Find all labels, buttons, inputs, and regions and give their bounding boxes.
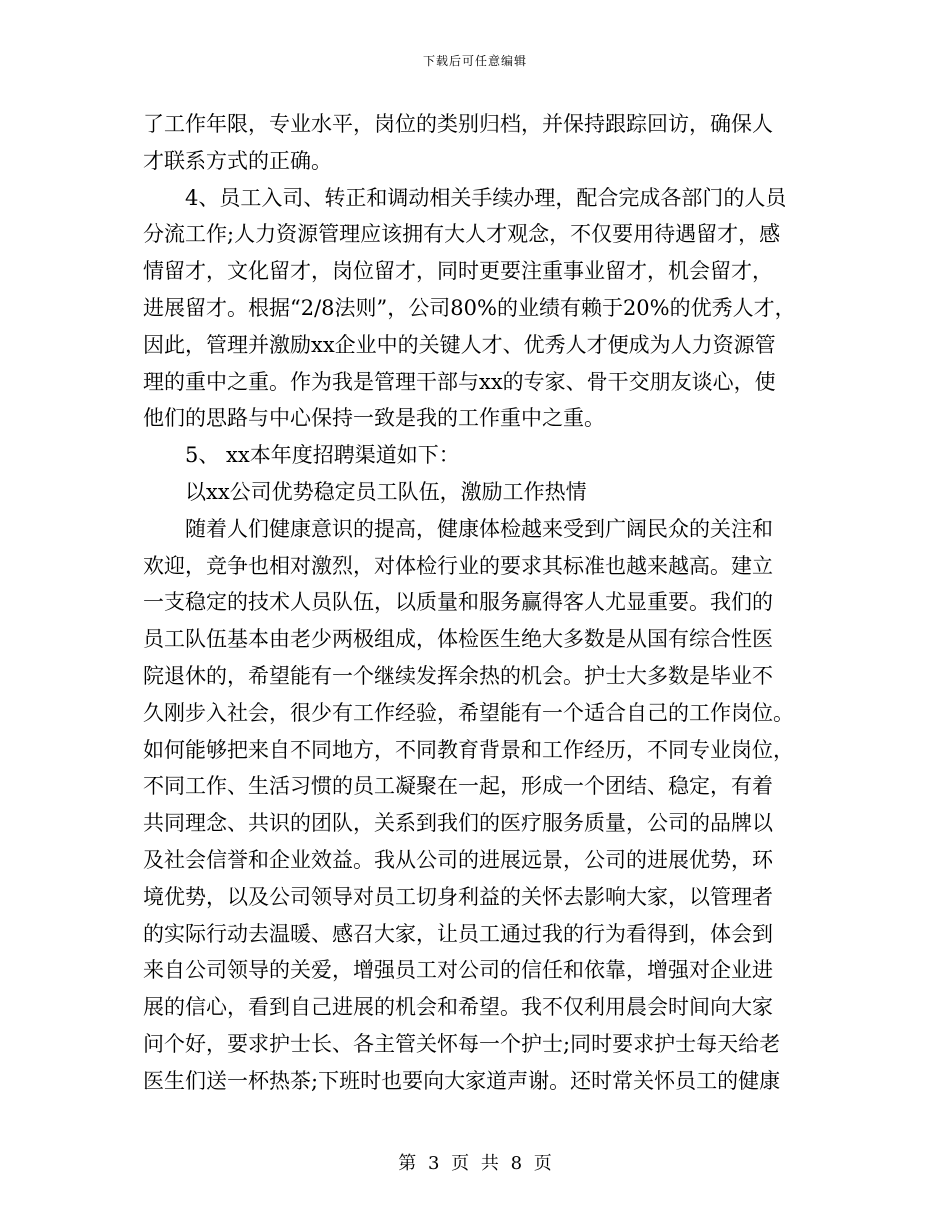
text-line: 医生们送一杯热茶;下班时也要向大家道声谢。还时常关怀员工的健康 [143, 1068, 781, 1093]
text-line: 分流工作;人力资源管理应该拥有大人才观念，不仅要用待遇留才，感 [143, 222, 781, 247]
text-line: 因此，管理并激励xx企业中的关键人才、优秀人才便成为人力资源管 [143, 332, 776, 357]
text-line: 院退休的，希望能有一个继续发挥余热的机会。护士大多数是毕业不 [143, 663, 773, 688]
document-body [143, 106, 808, 1100]
page-number-footer: 第 3 页 共 8 页 [398, 1153, 552, 1174]
text-line: 境优势，以及公司领导对员工切身利益的关怀去影响大家，以管理者 [143, 884, 773, 909]
text-line: 情留才，文化留才，岗位留才，同时更要注重事业留才，机会留才， [143, 259, 773, 284]
text-line: 进展留才。根据“2/8法则”，公司80%的业绩有赖于20%的优秀人才， [143, 295, 796, 320]
text-line: 久刚步入社会，很少有工作经验，希望能有一个适合自己的工作岗位。 [143, 700, 794, 725]
text-line: 随着人们健康意识的提高，健康体检越来受到广阔民众的关注和 [185, 516, 773, 541]
text-line: 及社会信誉和企业效益。我从公司的进展远景，公司的进展优势，环 [143, 847, 773, 872]
text-line: 他们的思路与中心保持一致是我的工作重中之重。 [143, 406, 605, 431]
text-line: 不同工作、生活习惯的员工凝聚在一起，形成一个团结、稳定，有着 [143, 774, 773, 799]
text-line: 了工作年限，专业水平，岗位的类别归档，并保持跟踪回访，确保人 [143, 112, 773, 136]
page-header-note: 下载后可任意编辑 [422, 54, 527, 68]
text-line: 问个好，要求护士长、各主管关怀每一个护士;同时要求护士每天给老 [143, 1031, 781, 1056]
text-line: 理的重中之重。作为我是管理干部与xx的专家、骨干交朋友谈心，使 [143, 369, 776, 394]
text-line: 的实际行动去温暖、感召大家，让员工通过我的行为看得到，体会到 [143, 921, 773, 946]
text-line: 员工队伍基本由老少两极组成，体检医生绝大多数是从国有综合性医 [143, 627, 773, 652]
text-line: 来自公司领导的关爱，增强员工对公司的信任和依靠，增强对企业进 [143, 958, 773, 983]
text-line: 以xx公司优势稳定员工队伍，激励工作热情 [185, 479, 587, 504]
text-line: 展的信心，看到自己进展的机会和希望。我不仅利用晨会时间向大家 [143, 995, 773, 1020]
text-line: 如何能够把来自不同地方，不同教育背景和工作经历，不同专业岗位， [143, 737, 794, 762]
text-line: 4、员工入司、转正和调动相关手续办理，配合完成各部门的人员 [185, 185, 787, 210]
text-line: 才联系方式的正确。 [143, 148, 332, 173]
text-line: 欢迎，竞争也相对激烈，对体检行业的要求其标准也越来越高。建立 [143, 553, 773, 578]
text-line: 共同理念、共识的团队，关系到我们的医疗服务质量，公司的品牌以 [143, 811, 773, 836]
text-line: 5、 xx本年度招聘渠道如下： [185, 443, 460, 468]
text-line: 一支稳定的技术人员队伍，以质量和服务赢得客人尤显重要。我们的 [143, 590, 773, 615]
